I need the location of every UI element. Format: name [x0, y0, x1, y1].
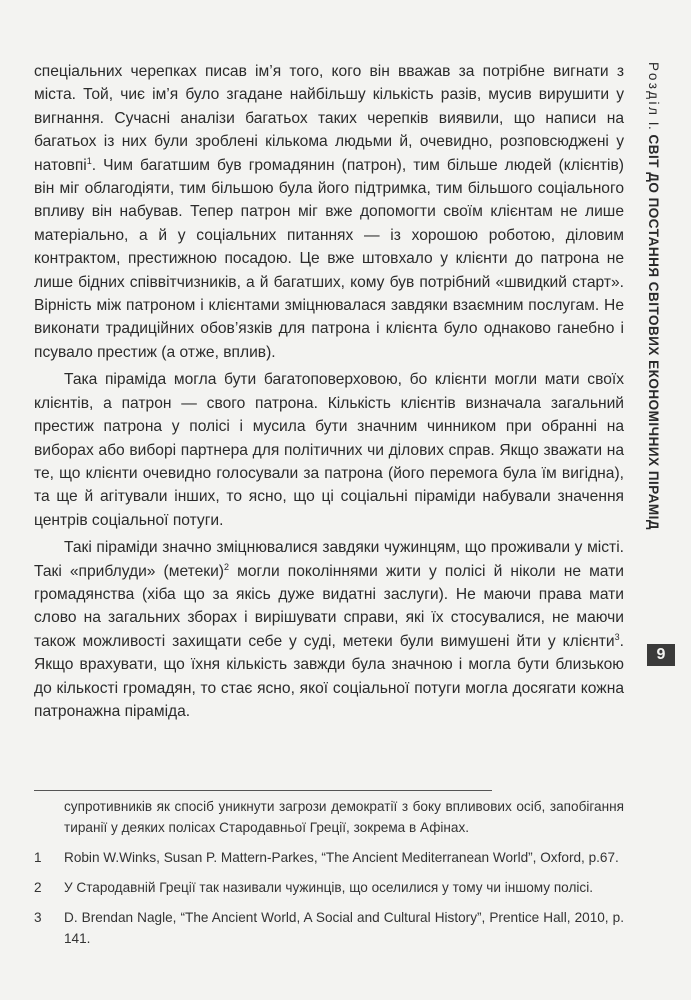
footnote-number: 3 — [34, 910, 42, 925]
section-title: СВІТ ДО ПОСТАННЯ СВІТОВИХ ЕКОНОМІЧНИХ ПІРАМІД — [646, 134, 661, 530]
footnote-2 — [34, 877, 624, 898]
footnote-divider — [34, 790, 492, 791]
footnote-continuation: супротивників як спосіб уникнути загрози демократії з боку впливових осіб, запобігання тиранії у деяких полісах Стародавньої Греції, зокрема в Афінах. — [64, 799, 624, 835]
footnote-text: У Стародавній Греції так називали чужинців, що оселилися у тому чи іншому полісі. — [64, 880, 593, 895]
footnote-ref-3: 3 — [614, 631, 620, 642]
section-label: Розділ — [646, 62, 661, 118]
footnote-3 — [34, 907, 624, 949]
footnote-ref-1: 1 — [86, 155, 92, 166]
footnote-text: Robin W.Winks, Susan P. Mattern-Parkes, “The Ancient Mediterranean World”, Oxford, p.67. — [64, 850, 619, 865]
paragraph-3: Такі піраміди значно зміцнювалися завдяки чужинцям, що проживали у місті. Такі «приблуди» (метеки)$^2$ могли поколіннями жити у полісі й ніколи не мати громадянства (хіба що за якісь дуже видатні заслуги). Не маючи права мати слово на загальних зборах і вирішувати справи, які їх стосувалися, не маючи також можливості захищати себе у суді, метеки були вимушені йти у клієнти$^3$. Якщо врахувати, що їхня кількість завжди була значною і могла бути близькою до кількості громадян, то стає ясно, якої соціальної потуги могла досягати кожна патронажна піраміда. — [34, 539, 624, 720]
running-header — [646, 62, 661, 530]
main-text — [34, 60, 624, 723]
footnote-1 — [34, 847, 624, 868]
footnotes — [34, 796, 624, 949]
paragraph-2: Така піраміда могла бути багатоповерховою, бо клієнти могли мати своїх клієнтів, а патрон — свого патрона. Кількість клієнтів визначала загальний престиж патрона у полісі і мусила бути значним чинником при обранні на виборах або виборі партнера для політичних чи ділових справ. Якщо зважати на те, що клієнти очевидно голосували за патрона (його перемога була їм вигідна), та ще й агітували інших, то ясно, що ці соціальні піраміди набували значення центрів соціальної потуги. — [34, 371, 624, 529]
footnote-number: 1 — [34, 850, 42, 865]
footnote-ref-2: 2 — [224, 561, 230, 572]
page-number: 9 — [647, 644, 675, 666]
paragraph-1: спеціальних черепках писав ім’я того, кого він вважав за потрібне вигнати з міста. Той, чиє ім’я було згадане найбільшу кількість разів, мусив вирушити у вигнання. Сучасні аналізи багатьох таких черепків виявили, що написи на багатьох із них були зроблені кількома людьми й, очевидно, розповсюджені у натовпі$^1$. Чим багатшим був громадянин (патрон), тим більше людей (клієнтів) він міг облагодіяти, тим більшою була його підтримка, тим більшого соціального впливу він набував. Тепер патрон міг вже допомогти своїм клієнтам не лише матеріально, а й у соціальних питаннях — із хорошою роботою, діловим контрактом, престижною посадою. Це вже штовхало у клієнти до патрона не лише бідних співвітчизників, а й багатших, кому був потрібний «швидкий старт». Вірність між патроном і клієнтами зміцнювалася завдяки взаємним послугам. Не виконати традиційних обов’язків для патрона і клієнта було однаково ганебно і псувало престиж (а отже, вплив). — [34, 63, 624, 361]
footnote-text: D. Brendan Nagle, “The Ancient World, A Social and Cultural History”, Prentice Hall, 2010, p. 141. — [64, 910, 624, 946]
footnote-number: 2 — [34, 880, 42, 895]
section-number: І. — [646, 121, 661, 131]
